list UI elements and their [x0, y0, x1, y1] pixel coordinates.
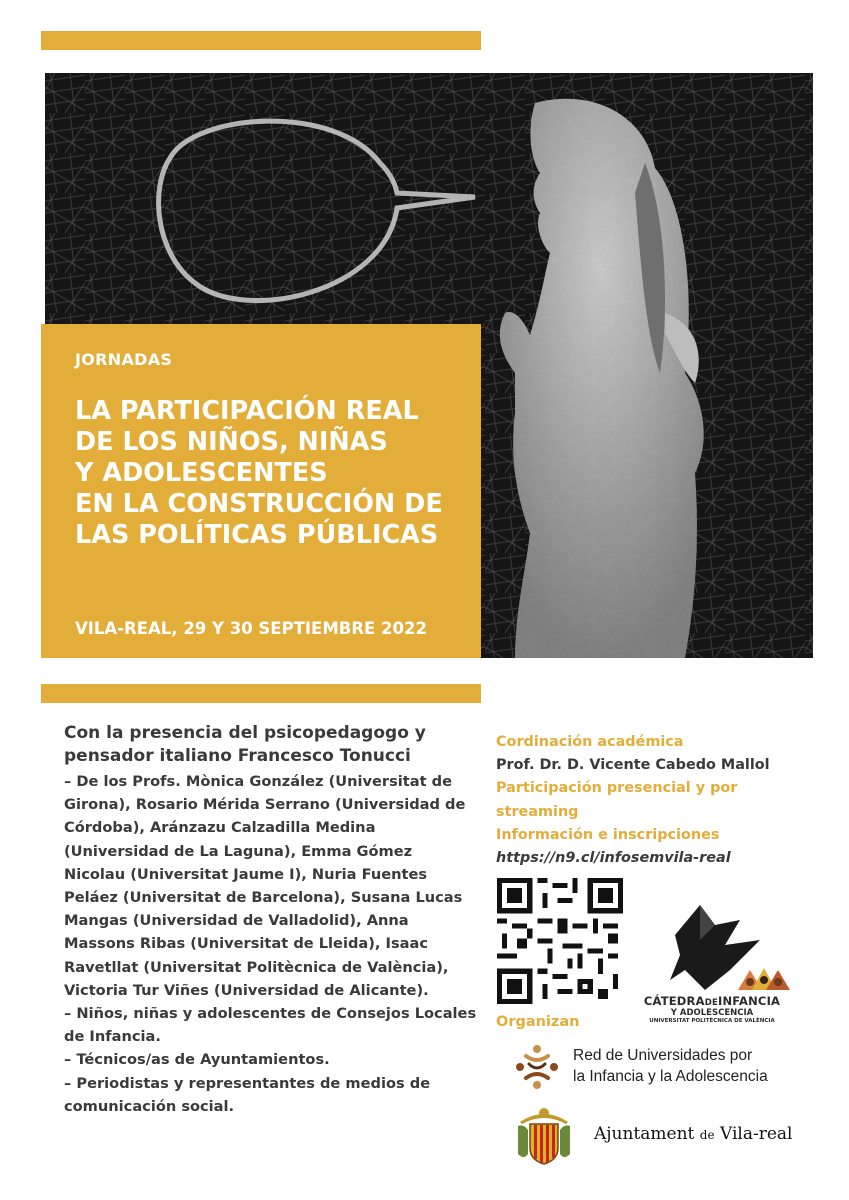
catedra-university: UNIVERSITAT POLITÈCNICA DE VALÈNCIA — [649, 1018, 775, 1024]
title-line: DE LOS NIÑOS, NIÑAS — [75, 427, 388, 457]
list-line: Córdoba), Aránzazu Calzadilla Medina — [64, 819, 376, 837]
participants-list — [64, 770, 484, 1118]
list-line: – Periodistas y representantes de medios de — [64, 1074, 431, 1092]
event-type-label: JORNADAS — [75, 350, 173, 369]
catedra-infancia: INFANCIA — [717, 994, 781, 1008]
intro-line: pensador italiano Francesco Tonucci — [64, 746, 411, 766]
registration-label: Información e inscripciones — [496, 826, 720, 843]
list-line: Victoria Tur Viñes (Universidad de Alicante). — [64, 981, 429, 999]
registration-link[interactable]: https://n9.cl/infosemvila-real — [496, 850, 731, 867]
list-line: de Infancia. — [64, 1028, 161, 1046]
list-line: Nicolau (Universitat Jaume I), Nuria Fuentes — [64, 865, 428, 883]
red-line: la Infancia y la Adolescencia — [573, 1068, 768, 1085]
participants-section — [64, 722, 484, 1118]
qr-code-icon[interactable] — [497, 878, 623, 1004]
title-line: LAS POLÍTICAS PÚBLICAS — [75, 520, 439, 550]
coordinator-name: Prof. Dr. D. Vicente Cabedo Mallol — [496, 757, 770, 774]
event-date-location: VILA-REAL, 29 Y 30 SEPTIEMBRE 2022 — [75, 619, 427, 638]
participation-mode-line: Participación presencial y por — [496, 780, 738, 797]
title-panel — [41, 324, 481, 658]
red-line: Red de Universidades por — [573, 1047, 753, 1064]
catedra-adolescencia: ADOLESCENCIA — [679, 1008, 754, 1018]
middle-accent-bar — [41, 684, 481, 703]
list-line: Mangas (Universidad de Valladolid), Anna — [64, 912, 409, 930]
info-section — [496, 731, 796, 870]
catedra-y: Y — [670, 1008, 677, 1018]
catedra-de: DE — [704, 998, 718, 1008]
coordination-label: Cordinación académica — [496, 734, 684, 750]
ajuntament-name — [594, 1124, 792, 1144]
ajuntament-de: de — [699, 1128, 715, 1142]
red-universidades-logo-icon — [512, 1042, 562, 1092]
catedra-logo-text — [632, 994, 792, 1024]
list-line: – Técnicos/as de Ayuntamientos. — [64, 1051, 330, 1069]
event-title — [75, 396, 475, 551]
list-line: (Universidad de La Laguna), Emma Gómez — [64, 842, 413, 860]
vila-real-shield-icon — [514, 1104, 574, 1166]
list-line: Girona), Rosario Mérida Serrano (Universidad de — [64, 796, 466, 814]
title-line: LA PARTICIPACIÓN REAL — [75, 396, 419, 426]
list-line: Peláez (Universitat de Barcelona), Susana Lucas — [64, 889, 463, 907]
title-line: EN LA CONSTRUCCIÓN DE — [75, 489, 443, 519]
list-line: – Niños, niñas y adolescentes de Consejos Locales — [64, 1005, 477, 1023]
participants-intro — [64, 722, 484, 768]
participation-mode-line: streaming — [496, 803, 579, 820]
ajuntament-word: Ajuntament — [594, 1124, 700, 1144]
ajuntament-town: Vila-real — [714, 1124, 793, 1144]
catedra-word: CÁTEDRA — [643, 994, 705, 1008]
list-line: comunicación social. — [64, 1097, 235, 1115]
title-line: Y ADOLESCENTES — [75, 458, 328, 488]
organizers-label: Organizan — [496, 1014, 580, 1030]
list-line: Ravetllat (Universitat Politècnica de València), — [64, 958, 449, 976]
list-line: Massons Ribas (Universitat de Lleida), Isaac — [64, 935, 428, 953]
intro-line: Con la presencia del psicopedagogo y — [64, 723, 426, 743]
top-accent-bar — [41, 31, 481, 50]
red-universidades-name — [573, 1045, 768, 1087]
list-line: – De los Profs. Mònica González (Universitat de — [64, 773, 453, 790]
